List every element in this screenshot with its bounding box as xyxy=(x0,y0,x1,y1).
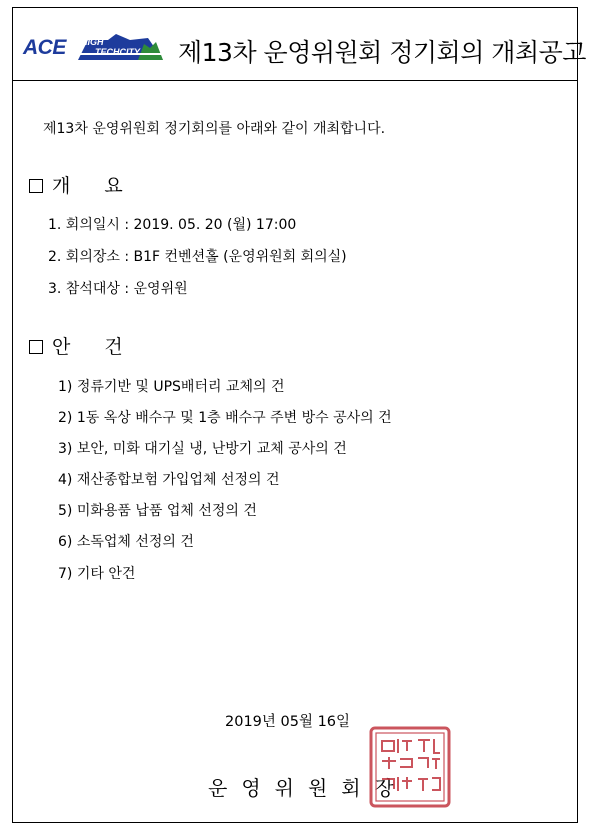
ace-hightechcity-logo xyxy=(23,34,163,64)
logo-sub-text-2: TECHCITY xyxy=(95,47,140,57)
checkbox-square-icon xyxy=(29,179,43,193)
overview-item: 3. 참석대상 : 운영위원 xyxy=(48,281,188,297)
agenda-heading xyxy=(29,332,137,359)
agenda-item: 3) 보안, 미화 대기실 냉, 난방기 교체 공사의 건 xyxy=(58,441,347,457)
agenda-item: 2) 1동 옥상 배수구 및 1층 배수구 주변 방수 공사의 건 xyxy=(58,410,392,426)
notice-title: 제13차 운영위원회 정기회의 개최공고 xyxy=(178,38,586,67)
overview-heading-label: 개 요 xyxy=(52,175,137,197)
checkbox-square-icon xyxy=(29,340,43,354)
logo-sub-text-1: HIGH xyxy=(81,37,104,47)
signer-name: 운영위원회장 xyxy=(208,776,408,800)
agenda-heading-label: 안 건 xyxy=(52,336,137,358)
notice-header xyxy=(13,8,586,81)
overview-item: 2. 회의장소 : B1F 컨벤션홀 (운영위원회 회의실) xyxy=(48,249,347,265)
notice-date: 2019년 05월 16일 xyxy=(225,714,351,730)
intro-text: 제13차 운영위원회 정기회의를 아래와 같이 개최합니다. xyxy=(43,121,386,137)
agenda-item: 4) 재산종합보험 가입업체 선정의 건 xyxy=(58,472,280,488)
notice-frame xyxy=(12,7,586,823)
agenda-item: 6) 소독업체 선정의 건 xyxy=(58,534,194,550)
overview-heading xyxy=(29,171,137,198)
logo-main-text: ACE xyxy=(23,36,66,59)
agenda-item: 7) 기타 안건 xyxy=(58,566,136,582)
agenda-item: 5) 미화용품 납품 업체 선정의 건 xyxy=(58,503,257,519)
overview-item: 1. 회의일시 : 2019. 05. 20 (월) 17:00 xyxy=(48,217,297,233)
official-seal-stamp xyxy=(368,725,452,809)
agenda-item: 1) 정류기반 및 UPS배터리 교체의 건 xyxy=(58,379,285,395)
